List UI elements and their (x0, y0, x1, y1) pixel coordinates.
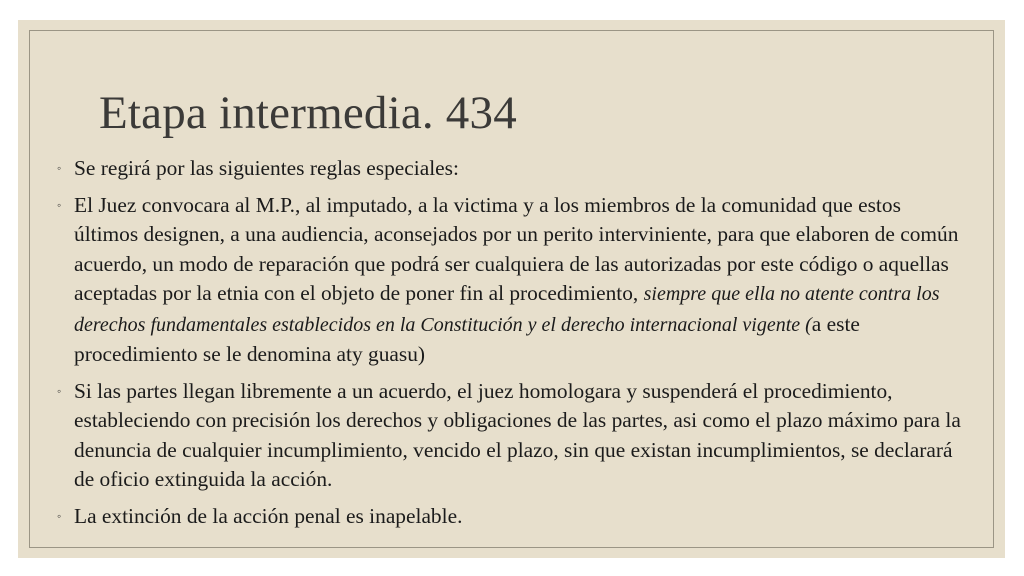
bullet-item-convocation (56, 191, 968, 370)
bullet-circle-icon: ◦ (57, 508, 62, 523)
bullet-item-extinction (56, 502, 968, 532)
bullet-italic-text: siempre que ella no atente contra los derechos fundamentales establecidos en la Constitución y el derecho internacional vigente ( (74, 283, 940, 336)
bullet-text: Si las partes llegan libremente a un acuerdo, el juez homologara y suspenderá el procedimiento, estableciendo con precisión los derechos y obligaciones de las partes, asi como el plazo máximo para la denuncia de cualquier incumplimiento, vencido el plazo, sin que existan incumplimientos, se declarará de oficio extinguida la acción. (74, 378, 961, 491)
slide (18, 20, 1005, 558)
bullet-list (56, 154, 968, 538)
bullet-text: El Juez convocara al M.P., al imputado, a la victima y a los miembros de la comunidad que estos últimos designen, a una audiencia, aconsejados por un perito interviniente, para que elaboren de común acuerdo, un modo de reparación que podrá ser cualquiera de las autorizadas por este código o aquellas aceptadas por la etnia con el objeto de poner fin al procedimiento, (74, 192, 959, 305)
bullet-item-agreement (56, 377, 968, 495)
slide-title: Etapa intermedia. 434 (99, 87, 517, 139)
bullet-circle-icon: ◦ (57, 197, 62, 212)
bullet-text: La extinción de la acción penal es inapelable. (74, 503, 463, 528)
bullet-circle-icon: ◦ (57, 383, 62, 398)
bullet-text: Se regirá por las siguientes reglas especiales: (74, 156, 459, 180)
bullet-circle-icon: ◦ (57, 161, 62, 175)
bullet-text-after-italic: a este procedimiento se le denomina aty guasu) (74, 311, 860, 366)
bullet-item-rules (56, 154, 968, 184)
